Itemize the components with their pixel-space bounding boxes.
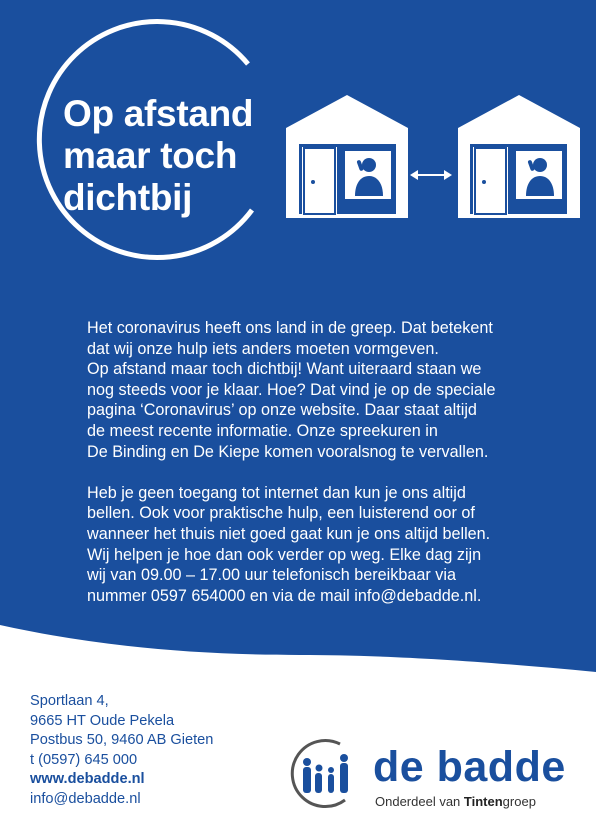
- text-line: Het coronavirus heeft ons land in de greep. Dat betekent: [87, 319, 493, 337]
- website-link[interactable]: www.debadde.nl: [30, 771, 145, 788]
- text-line: Op afstand maar toch dichtbij! Want uiteraard staan we: [87, 360, 482, 379]
- email-link[interactable]: info@debadde.nl: [30, 790, 141, 807]
- paragraph-2: [87, 483, 557, 607]
- family-silhouette-icon: [292, 741, 348, 807]
- logo-wordmark: de badde: [373, 743, 566, 791]
- postbus-line: Postbus 50, 9460 AB Gieten: [30, 732, 214, 749]
- body-text: [87, 318, 557, 606]
- logo-subtitle-brand: Tinten: [463, 794, 503, 809]
- door-icon: [304, 148, 335, 214]
- text-line: nummer 0597 654000 en via de mail info@debadde.nl.: [87, 586, 482, 605]
- headline-line: maar toch: [63, 135, 238, 176]
- postal-code-line: 9665 HT Oude Pekela: [30, 712, 175, 729]
- text-line: de meest recente informatie. Onze spreekuren in: [87, 421, 438, 440]
- text-line: dat wij onze hulp iets anders moeten vormgeven.: [87, 339, 439, 358]
- logo-subtitle-prefix: Onderdeel van: [375, 794, 464, 809]
- paragraph-1: [87, 318, 557, 462]
- text-line: bellen. Ook voor praktische hulp, een luisterend oor of: [87, 504, 475, 523]
- headline: [63, 93, 293, 219]
- headline-line: dichtbij: [63, 177, 193, 218]
- logo-subtitle-suffix: groep: [502, 794, 536, 809]
- text-line: wanneer het thuis niet goed gaat kun je ons altijd bellen.: [87, 524, 491, 543]
- door-icon: [475, 148, 506, 214]
- address-line: Sportlaan 4,: [30, 693, 109, 709]
- text-line: nog steeds voor je klaar. Hoe? Dat vind je op de speciale: [87, 380, 496, 399]
- phone-number[interactable]: t (0597) 645 000: [30, 751, 138, 768]
- headline-line: Op afstand: [63, 93, 254, 134]
- text-line: wij van 09.00 – 17.00 uur telefonisch bereikbaar via: [87, 566, 456, 585]
- text-line: Wij helpen je hoe dan ook verder op weg. Elke dag zijn: [87, 545, 482, 564]
- logo-subtitle: [375, 794, 536, 809]
- text-line: pagina ‘Coronavirus’ op onze website. Daar staat altijd: [87, 401, 477, 420]
- text-line: Heb je geen toegang tot internet dan kun je ons altijd: [87, 483, 466, 502]
- contact-block: [30, 692, 213, 810]
- text-line: De Binding en De Kiepe komen vooralsnog te vervallen.: [87, 442, 489, 461]
